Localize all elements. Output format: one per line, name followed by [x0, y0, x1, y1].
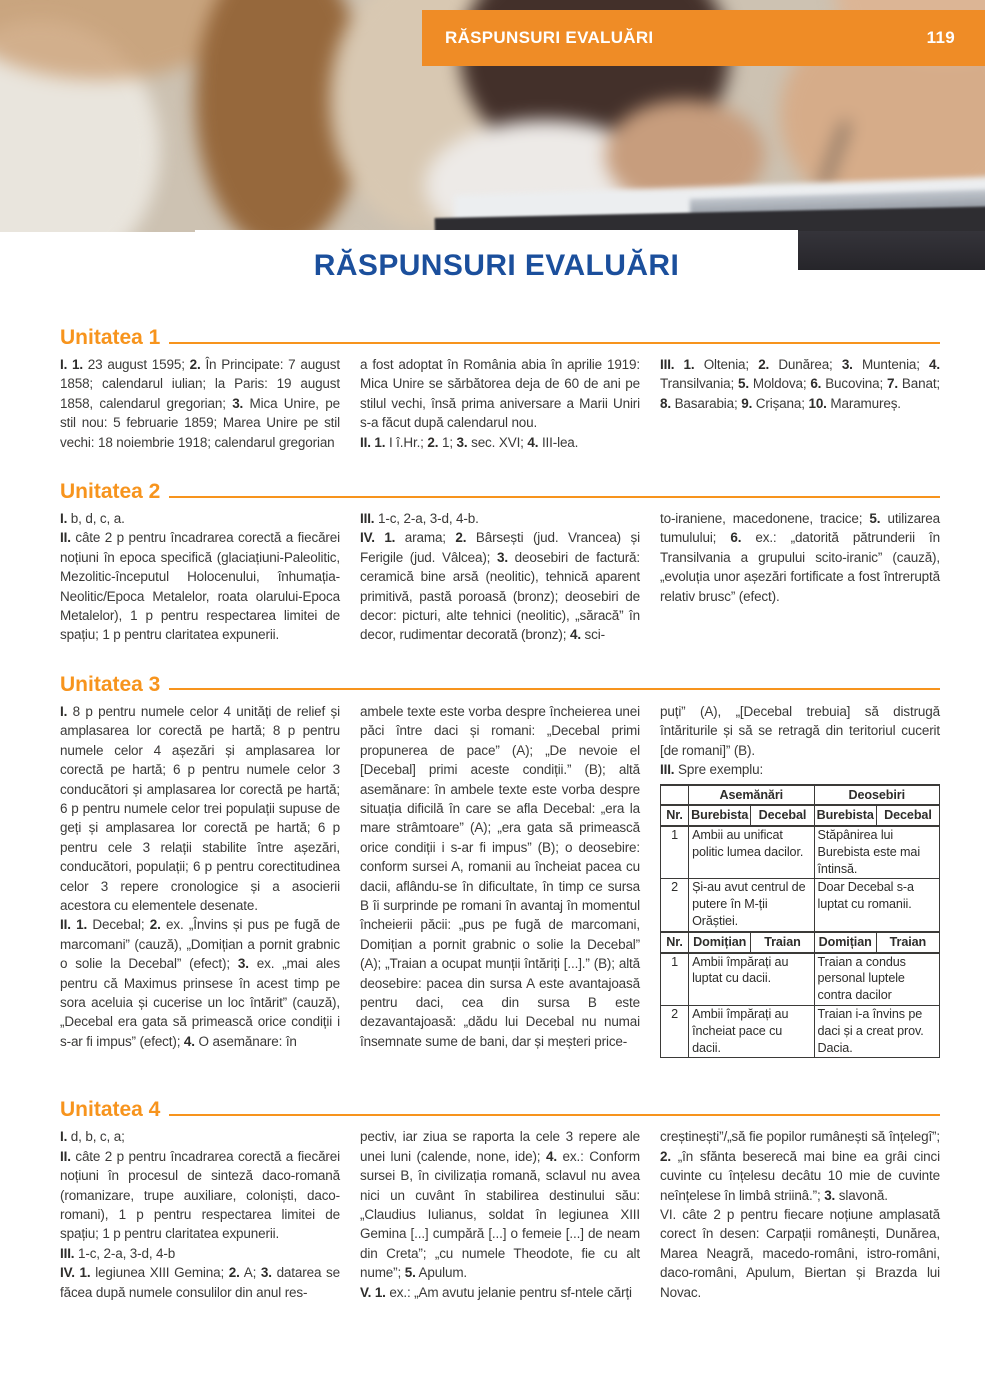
column-2: III. 1-c, 2-a, 3-d, 4-b. IV. 1. arama; 2. Bârsești (jud. Vrancea) și Ferigile (jud. Vâlcea); 3. deosebiri de factură: ceramică bine arsă (neolitic), tehnică aparent primitivă, pastă poroasă (bronz); deosebiri de decor: picturi, alte tehnici (neolitic), „săracă” în decor, rudimentar decorată (bronz); 4. sci- [360, 511, 641, 643]
table-cell-deosebire: Traian i-a învins pe daci și a creat prov. Dacia. [814, 1006, 939, 1058]
page-title: RĂSPUNSURI EVALUĂRI [313, 249, 680, 282]
section-columns [60, 355, 940, 452]
running-header-bar [422, 10, 985, 66]
section-rule [169, 688, 940, 690]
table-header-asemanari: Asemănări [689, 785, 814, 806]
column-3: III. 1. Oltenia; 2. Dunărea; 3. Muntenia; 4. Transilvania; 5. Moldova; 6. Bucovina; 7. Banat; 8. Basarabia; 9. Crișana; 10. Maramureș. [660, 357, 941, 411]
column-3: creștinești”/„să fie popilor rumânești să înțelegî”; 2. „în sfănta beserecă mai bine ea grâi cinci cuvinte cu înțelesu decâtu 10 mie de cuvinte neînțelese în limbâ striinâ.”; 3. slavonă. VI. câte 2 p pentru fiecare noțiune amplasată corect în desen: Carpații românești, Dunărea, Marea Neagră, macedo-români, istro-români, daco-români, Apulum, Biertan și Brazda lui Novac. [660, 1129, 940, 1300]
section-rule [169, 1114, 940, 1116]
page-number: 119 [926, 28, 955, 47]
table-row-number: 1 [661, 953, 689, 1006]
table-cell-asemanare: Ambii au unificat politic lumea dacilor. [689, 826, 814, 879]
section-rule [169, 342, 940, 344]
section-columns [60, 702, 940, 1059]
table-subheader-cell: Domițian [814, 932, 876, 953]
section-title: Unitatea 2 [60, 480, 161, 504]
table-cell-deosebire: Stăpânirea lui Burebista este mai întinsă. [814, 826, 939, 879]
answers-content [60, 326, 940, 1302]
section-heading [60, 480, 940, 504]
table-cell-asemanare: Ambii împărați au încheiat pace cu dacii. [689, 1006, 814, 1058]
table-cell-asemanare: Ambii împărați au luptat cu dacii. [689, 953, 814, 1006]
section-heading [60, 673, 940, 697]
column-1: I. b, d, c, a. II. câte 2 p pentru încadrarea corectă a fiecărei noțiuni în epoca specifică (glaciațiuni-Paleolitic, Mezolitic-începutul Holocenului, înhumația-Neolitic/Epoca Metalelor, roata olarului-Epoca Metalelor), 1 p pentru respectarea limitei de spațiu; 1 p pentru claritatea expunerii. [60, 511, 340, 643]
section-unitatea-1 [60, 326, 940, 452]
column-2: pectiv, iar ziua se raporta la cele 3 repere ale unei luni (calende, none, ide); 4. ex.: Conform sursei B, în civilizația romană, sclavul nu avea nici un cuvânt în stabilirea destinului său: „Claudius Iulianus, soldat în legiunea XIII Gemina [...] cumpără [...] o femeie [...] de neam din Creta”; „cu numele Theodote, fie cu alt nume”; 5. Apulum. V. 1. ex.: „Am avutu jelanie pentru sf-ntele cărți [360, 1129, 640, 1300]
table-row [661, 953, 940, 1006]
section-unitatea-3 [60, 673, 940, 1059]
comparison-table [660, 784, 940, 1059]
table-subheader-cell: Decebal [751, 805, 814, 826]
table-group-header-row [661, 785, 940, 806]
table-subheader-cell: Burebista [689, 805, 751, 826]
table-cell-deosebire: Traian a condus personal luptele contra dacilor [814, 953, 939, 1006]
section-unitatea-2 [60, 480, 940, 645]
section-title: Unitatea 3 [60, 672, 161, 696]
table-subheader-cell: Decebal [876, 805, 939, 826]
table-subheader-cell: Burebista [814, 805, 876, 826]
page-title-box [195, 230, 798, 302]
section-rule [169, 496, 940, 498]
table-cell-deosebire: Doar Decebal s-a luptat cu romanii. [814, 879, 939, 932]
column-3 [660, 702, 940, 1059]
table-subheader-row [661, 932, 940, 953]
column-1: I. 8 p pentru numele celor 4 unități de relief și amplasarea lor corectă pe hartă; 8 p pentru numele celor 4 așezări și amplasarea lor corectă pe hartă; 6 p pentru numele celor 3 conducători și amplasarea lor corectă pe hartă; 6 p pentru numele celor trei populații supuse de geți și amplasarea lor corectă pe hartă; 6 p pentru cele 3 relații stabilite între așezări, conducători, populații; 6 p pentru corectitudinea celor 3 repere cronologice și a asocierii acestora cu elementele desenate. II. 1. Decebal; 2. ex. „Învins și pus pe fugă de marcomani” (cauză), „Domițian a pornit grabnic o solie la Decebal” (efect); 3. ex. „mai ales pentru că Maximus prinsese în acest timp pe sora aceluia și cucerise un loc întărit” (cauză), „Decebal era gata să primească orice condiții i s-ar fi impus” (efect); 4. O asemănare: în [60, 703, 340, 1049]
table-subheader-cell: Nr. [661, 805, 689, 826]
table-row [661, 826, 940, 879]
table-header-deosebiri: Deosebiri [814, 785, 939, 806]
section-columns [60, 509, 940, 645]
column-2: a fost adoptat în România abia în aprilie 1919: Mica Unire se sărbătorea deja de 60 de ani pe stilul vechi, însă prima aniversare a Marii Uniri s-a făcut după calendarul nou. II. 1. I î.Hr.; 2. 1; 3. sec. XVI; 4. III-lea. [360, 357, 640, 450]
table-subheader-cell: Domițian [689, 932, 751, 953]
table-subheader-cell: Traian [751, 932, 814, 953]
table-row-number: 2 [661, 1006, 689, 1058]
column-3: to-iraniene, macedonene, tracice; 5. utilizarea tumulului; 6. ex.: „datorită pătrunderii în Transilvania a grupului scito-iranic” (cauză), „evoluția unor așezări fortificate a fost întreruptă relativ brusc” (efect). [660, 511, 940, 604]
column-3-text: puți” (A), „[Decebal trebuia] să distrugă întăriturile și să se retragă din teritoriul cucerit [de romani]” (B). III. Spre exemplu: [660, 703, 940, 778]
section-unitatea-4 [60, 1098, 940, 1302]
section-title: Unitatea 1 [60, 326, 161, 349]
table-subheader-cell: Nr. [661, 932, 689, 953]
column-2: ambele texte este vorba despre încheierea unei păci între daci și romani: „Decebal primi propunerea de pace” (A); „De nevoie el [Decebal] primi aceste condiții.” (B); altă asemănare: în ambele texte este vorba despre situația dificilă în care se afla Decebal: „era la mare strâmtoare” (A); „era gata să primească orice condiții i s-ar fi impus” (B); o deosebire: conform sursei A, romanii au încheiat pacea cu dacii, aflându-se în dificultate, în timp ce sursa B îi surprinde pe romani în avantaj în momentul încheierii păcii: „pus pe fugă de marcomani, Domițian a pornit grabnic o solie la Decebal” (A); „Traian a ocupat munții întăriți [...].” (B); altă deosebire: pacea din sursa A este avantajoasă pentru daci, cea din sursa B este dezavantajoasă: „dădu lui Decebal nu numai însemnate sume de bani, dar și meșteri price- [360, 703, 640, 1049]
section-columns [60, 1127, 940, 1302]
section-heading [60, 1098, 940, 1122]
running-header-title: RĂSPUNSURI EVALUĂRI [445, 28, 654, 47]
column-1: I. d, b, c, a; II. câte 2 p pentru încadrarea corectă a fiecărei noțiuni în procesul de sinteză daco-romană (romanizare, trupe auxiliare, coloniști, daco-romani), 1 p pentru respectarea limitei de spațiu; 1 p pentru claritatea expunerii. III. 1-c, 2-a, 3-d, 4-b IV. 1. legiunea XIII Gemina; 2. A; 3. datarea se făcea după numele consulilor din anul res- [60, 1129, 340, 1300]
section-heading [60, 326, 940, 350]
column-1: I. 1. 23 august 1595; 2. În Principate: 7 august 1858; calendarul iulian; la Paris: 19 august 1858, calendarul gregorian; 3. Mica Unire, pe stil nou: 5 februarie 1859; Marea Unire pe stil vechi: 18 noiembrie 1918; calendarul gregorian [60, 357, 340, 450]
table-cell-asemanare: Și-au avut centrul de putere în M-ții Orăștiei. [689, 879, 814, 932]
table-subheader-row [661, 805, 940, 826]
table-subheader-cell: Traian [876, 932, 939, 953]
section-title: Unitatea 4 [60, 1098, 161, 1122]
photo-bottom-right-extension [798, 231, 985, 270]
table-blank-cell [661, 785, 689, 806]
table-row-number: 1 [661, 826, 689, 879]
table-row [661, 879, 940, 932]
table-row-number: 2 [661, 879, 689, 932]
table-row [661, 1006, 940, 1058]
